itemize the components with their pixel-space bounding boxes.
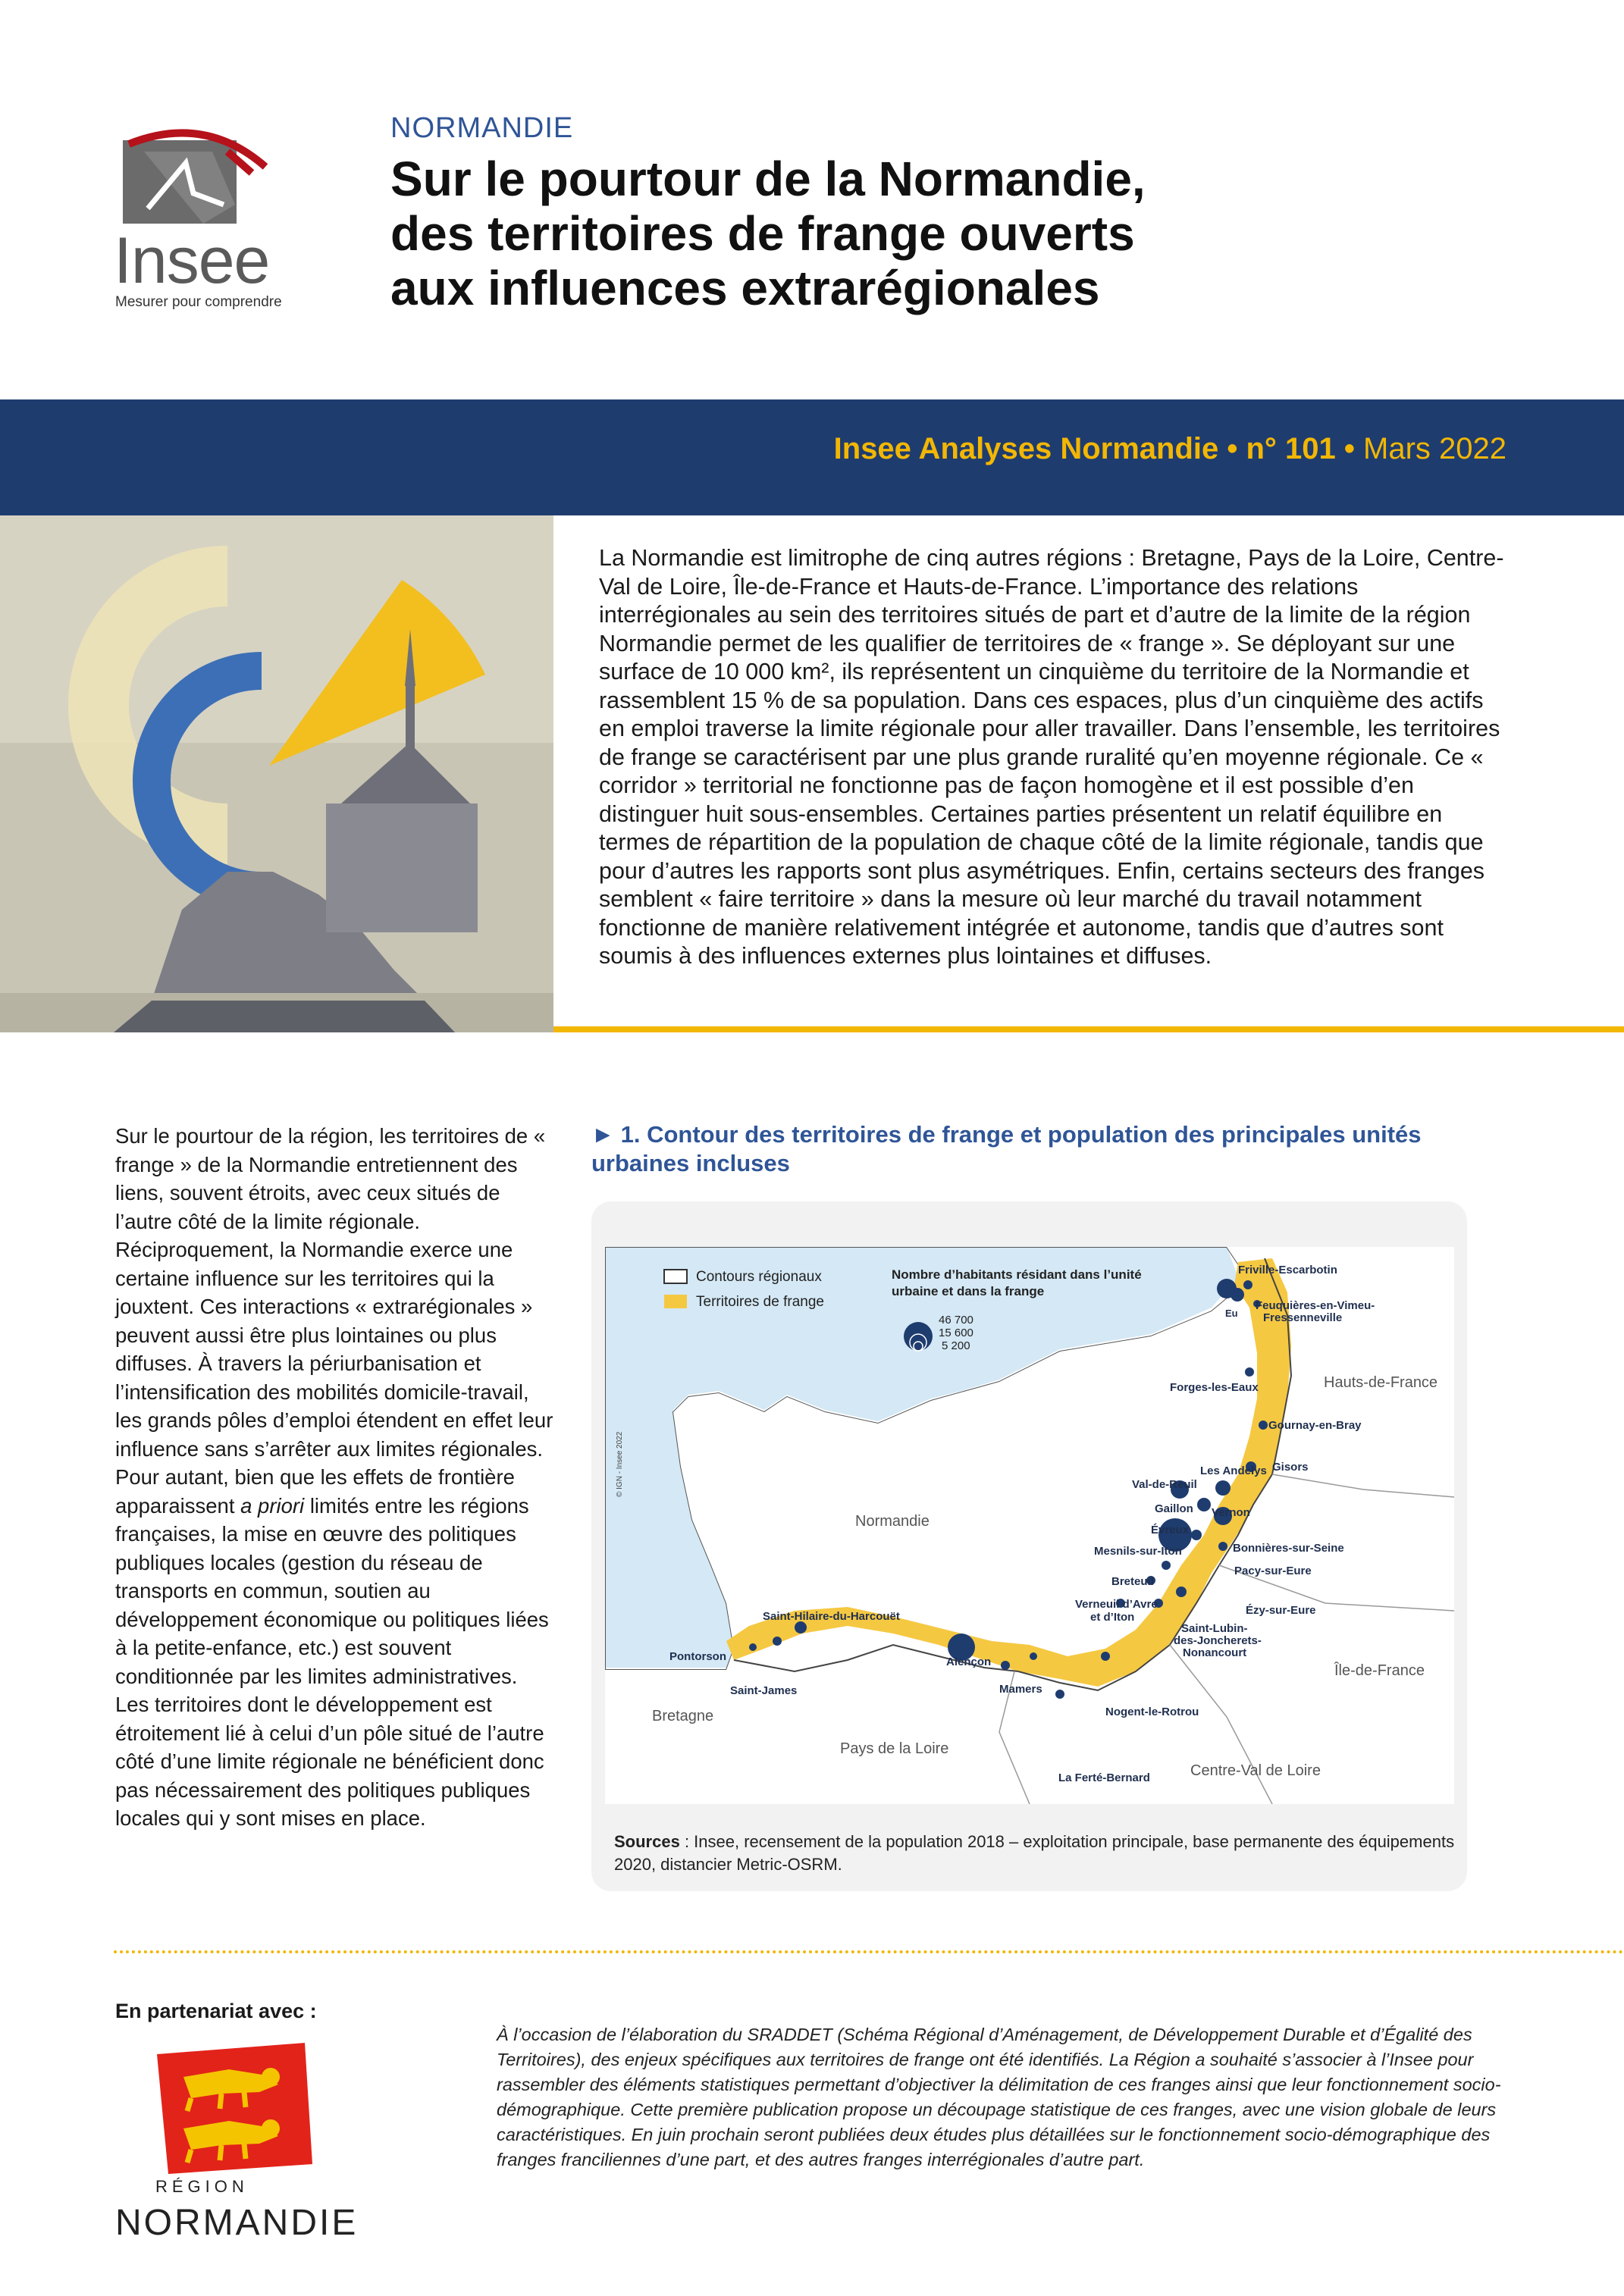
logo-brand: Insee bbox=[114, 224, 270, 297]
frange-map bbox=[605, 1247, 1454, 1804]
city-breteuil: Breteuil bbox=[1111, 1575, 1154, 1588]
body-part-2: limités entre les régions françaises, la mise en œuvre des politiques publiques locales (gestion du réseau de transports en commun, soutien au développement économique ou politiques liées à la petite-enfance, etc.) est souvent conditionnée par les limites administratives. Les territoires dont le développement est étroitement lié à celui d’un pôle situé de l’autre côté d’une limite régionale ne bénéficient donc pas nécessairement des politiques publiques locales qui y sont mises en place. bbox=[115, 1493, 549, 1830]
publication-reference bbox=[834, 432, 1506, 466]
region-hauts-de-france: Hauts-de-France bbox=[1324, 1374, 1438, 1391]
region-pays-de-la-loire: Pays de la Loire bbox=[840, 1740, 949, 1757]
city-bonnieres: Bonnières-sur-Seine bbox=[1233, 1542, 1344, 1555]
city-dot-ezy bbox=[1176, 1587, 1187, 1597]
city-dot-pacy bbox=[1218, 1542, 1227, 1551]
region-bretagne: Bretagne bbox=[652, 1708, 714, 1724]
arrow-icon: ► bbox=[591, 1121, 615, 1148]
city-dot-les-andelys bbox=[1215, 1480, 1231, 1496]
title-line-2: des territoires de frange ouverts bbox=[390, 206, 1135, 261]
city-dot-feuquieres bbox=[1243, 1280, 1252, 1289]
page-title bbox=[390, 152, 1376, 315]
title-line-3: aux influences extrarégionales bbox=[390, 261, 1100, 315]
city-feuquieres-1: Feuquières-en-Vimeu- bbox=[1256, 1299, 1375, 1312]
city-dot-saint-james bbox=[749, 1643, 757, 1651]
city-forges: Forges-les-Eaux bbox=[1170, 1381, 1259, 1394]
title-line-1: Sur le pourtour de la Normandie, bbox=[390, 152, 1146, 206]
city-dot-la-ferte bbox=[1055, 1690, 1064, 1699]
region-label: NORMANDIE bbox=[390, 112, 574, 144]
city-dot-eu bbox=[1231, 1288, 1244, 1301]
city-mesnils: Mesnils-sur-Iton bbox=[1094, 1545, 1182, 1558]
city-val-de-reuil: Val-de-Reuil bbox=[1132, 1478, 1197, 1491]
city-pontorson: Pontorson bbox=[669, 1650, 726, 1663]
hero-illustration bbox=[0, 515, 553, 1032]
city-alencon: Alençon bbox=[946, 1655, 992, 1668]
city-verneuil-1: Verneuil d’Avre bbox=[1075, 1598, 1158, 1611]
city-dot-nogent bbox=[1101, 1652, 1110, 1661]
city-dot-bonnieres bbox=[1191, 1530, 1202, 1540]
partner-name-bottom: NORMANDIE bbox=[115, 2203, 359, 2243]
city-gournay: Gournay-en-Bray bbox=[1268, 1419, 1362, 1432]
city-dot-pontorson bbox=[773, 1637, 782, 1646]
city-nogent: Nogent-le-Rotrou bbox=[1105, 1706, 1199, 1718]
figure-title-text: 1. Contour des territoires de frange et population des principales unités urbaines incluses bbox=[591, 1121, 1422, 1176]
abstract: La Normandie est limitrophe de cinq autres régions : Bretagne, Pays de la Loire, Centre-Val de Loire, Île-de-France et Hauts-de-France. L’importance des relations interrégionales au sein des territoires situés de part et d’autre de la limite de la région Normandie permet de les qualifier de territoires de « frange ». Se déployant sur une surface de 10 000 km², ils représentent un cinquième du territoire de la Normandie et rassemblent 15 % de sa population. Dans ces espaces, plus d’un cinquième des actifs en emploi traverse la limite régionale pour aller travailler. Dans l’ensemble, les territoires de frange se caractérisent par une plus grande ruralité qu’en moyenne régionale. Ce « corridor » territorial ne fonctionne pas de façon homogène et il est possible d’en distinguer huit sous-ensembles. Certaines parties présentent un relatif équilibre en termes de répartition de la population de chaque côté de la limite régionale, tandis que pour d’autres les rapports sont plus asymétriques. Enfin, certains secteurs des franges semblent « faire territoire » dans la mesure où leur marché du travail notamment fonctionne de manière relativement intégrée et autonome, tandis que d’autres sont soumis à des influences externes plus lointaines et diffuses. bbox=[599, 545, 1504, 969]
city-vernon: Vernon bbox=[1212, 1506, 1250, 1519]
city-evreux: Évreux bbox=[1151, 1524, 1190, 1536]
city-dot-forges bbox=[1245, 1367, 1254, 1377]
region-ile-de-france: Île-de-France bbox=[1334, 1662, 1425, 1679]
city-saint-james: Saint-James bbox=[730, 1684, 798, 1697]
size-legend-title-2: urbaine et dans la frange bbox=[892, 1284, 1045, 1298]
map-copyright: © IGN - Insee 2022 bbox=[616, 1431, 624, 1497]
city-mamers: Mamers bbox=[999, 1683, 1042, 1696]
city-dot-gaillon bbox=[1197, 1498, 1211, 1511]
city-ezy: Ézy-sur-Eure bbox=[1246, 1604, 1316, 1617]
partner-description: À l’occasion de l’élaboration du SRADDET (Schéma Régional d’Aménagement, de Développement Durable et d’Égalité des Territoires), des enjeux spécifiques aux territoires de frange ont été identifiés. La Région a souhaité s’associer à l’Insee pour rassembler des éléments statistiques permettant d’objectiver la délimitation de ces franges ainsi que leur fonctionnement socio-démographique. Cette première publication propose un découpage statistique de ces franges, avec une vision globale de leurs caractéristiques. En juin prochain seront publiées deux études plus détaillées sur le fonctionnement socio-démographique des franges franciliennes d’une part, et des autres franges interrégionales d’autre part. bbox=[497, 2025, 1501, 2169]
body-italic: a priori bbox=[240, 1493, 305, 1518]
city-friville: Friville-Escarbotin bbox=[1238, 1264, 1337, 1276]
city-dot-gournay bbox=[1259, 1421, 1268, 1430]
city-saint-lubin-2: des-Joncherets- bbox=[1174, 1634, 1262, 1647]
figure-sources bbox=[614, 1831, 1456, 1876]
sources-label: Sources bbox=[614, 1832, 680, 1851]
city-feuquieres-2: Fressenneville bbox=[1263, 1311, 1343, 1324]
insee-logo bbox=[114, 121, 303, 311]
figure-title bbox=[591, 1120, 1524, 1178]
size-legend-value-3: 5 200 bbox=[942, 1339, 970, 1352]
city-verneuil-2: et d’Iton bbox=[1090, 1611, 1135, 1624]
abstract-divider bbox=[553, 1026, 1624, 1032]
city-les-andelys: Les Andelys bbox=[1200, 1464, 1267, 1477]
city-la-ferte: La Ferté-Bernard bbox=[1058, 1771, 1150, 1784]
city-eu: Eu bbox=[1225, 1308, 1238, 1319]
region-centre-val-de-loire: Centre-Val de Loire bbox=[1190, 1762, 1321, 1779]
legend-contour-swatch bbox=[664, 1270, 687, 1283]
partner-label: En partenariat avec : bbox=[115, 2000, 317, 2022]
city-saint-lubin-3: Nonancourt bbox=[1183, 1646, 1247, 1659]
city-saint-lubin-1: Saint-Lubin- bbox=[1181, 1622, 1248, 1635]
partner-name-top: RÉGION bbox=[155, 2177, 249, 2196]
size-legend-title-1: Nombre d’habitants résidant dans l’unité bbox=[892, 1267, 1142, 1282]
city-dot-mamers bbox=[1001, 1661, 1010, 1670]
city-dot-small-2 bbox=[1030, 1652, 1037, 1660]
city-gisors: Gisors bbox=[1272, 1461, 1309, 1474]
publication-date: Mars 2022 bbox=[1363, 432, 1506, 465]
body-part-1: Sur le pourtour de la région, les territoires de « frange » de la Normandie entretiennent des liens, souvent étroits, avec ceux situés de l’autre côté de la limite régionale. Réciproquement, la Normandie exerce une certaine influence sur les territoires qui la jouxtent. Ces interactions « extrarégionales » peuvent aussi être plus lointaines ou plus diffuses. À travers la périurbanisation et l’intensification des mobilités domicile-travail, les grands pôles d’emploi étendent en effet leur influence sans s’arrêter aux limites régionales. Pour autant, bien que les effets de frontière apparaissent bbox=[115, 1124, 553, 1518]
city-gaillon: Gaillon bbox=[1155, 1502, 1193, 1515]
series-label: Insee Analyses Normandie • n° 101 • bbox=[833, 432, 1355, 465]
legend-frange: Territoires de frange bbox=[696, 1294, 824, 1310]
size-legend-value-1: 46 700 bbox=[939, 1314, 973, 1327]
city-dot-saint-hilaire bbox=[795, 1621, 807, 1634]
region-normandie: Normandie bbox=[855, 1513, 930, 1530]
body-paragraph bbox=[115, 1122, 555, 1833]
city-pacy: Pacy-sur-Eure bbox=[1234, 1565, 1312, 1577]
footer-divider bbox=[114, 1950, 1624, 1953]
size-legend-circle-large bbox=[904, 1322, 933, 1351]
size-legend-value-2: 15 600 bbox=[939, 1327, 973, 1339]
city-saint-hilaire: Saint-Hilaire-du-Harcouët bbox=[763, 1610, 900, 1623]
logo-tagline: Mesurer pour comprendre bbox=[115, 294, 282, 310]
legend-contours: Contours régionaux bbox=[696, 1269, 822, 1285]
legend-frange-swatch bbox=[664, 1295, 687, 1308]
sources-text: : Insee, recensement de la population 2018 – exploitation principale, base permanente des équipements 2020, distancier Metric-OSRM. bbox=[614, 1832, 1455, 1874]
city-dot-mesnils bbox=[1162, 1561, 1171, 1570]
